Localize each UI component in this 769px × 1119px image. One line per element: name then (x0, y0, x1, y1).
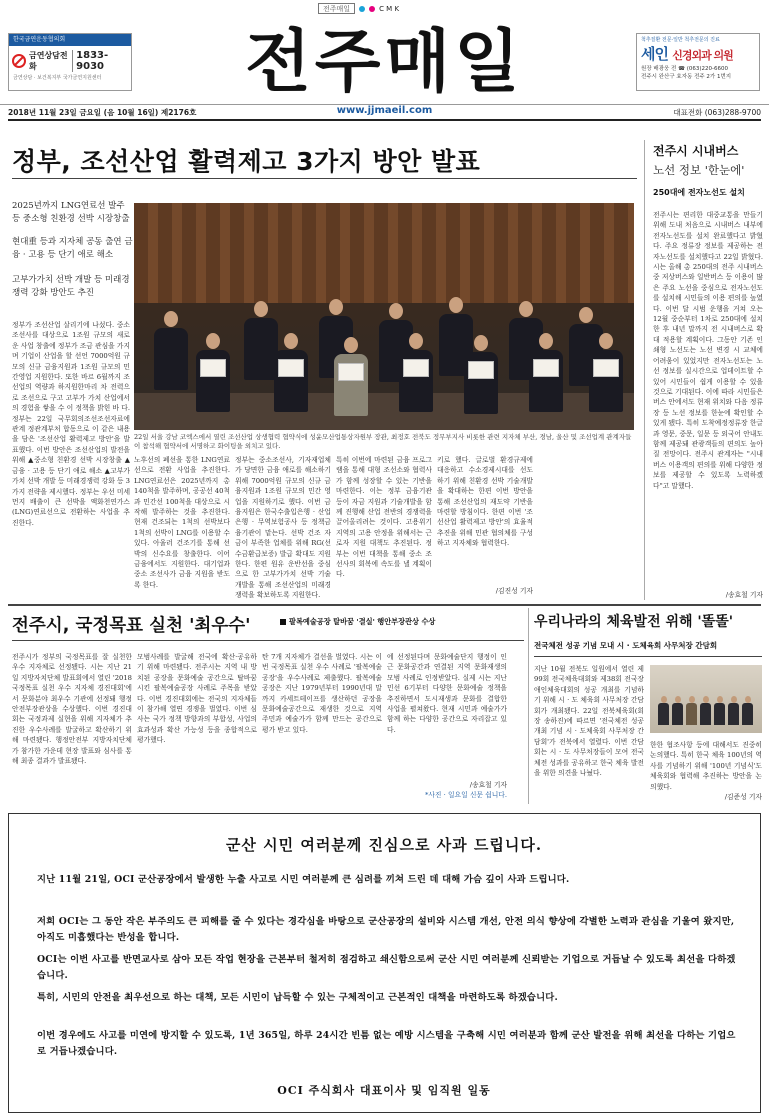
story2-headline[interactable]: 전주시, 국정목표 실천 '최우수' (12, 616, 251, 636)
ad-clinic-top: 척추질환 전문·일반 척추전문의 진료 (641, 37, 720, 43)
ad-org: 한국금연운동협의회 (9, 34, 131, 46)
divider (534, 656, 762, 657)
story3-col-1: 지난 10월 전북도 일원에서 열린 제99회 전국체육대회와 제38회 전국장애인체육대회의 성공 개최를 기념하기 위해 시 · 도 체육회 사무처장 간담회가 개최됐다. 22일 전북체육회(회장 송하진)에 따르면 '전국체전 성공개최 기념 시 · 도체육회 사무처장 간담회'가 전북에서 열렸다. 이번 간담회는 시 · 도 사무처장들이 모여 전국체전 성과를 공유하고 한국 체육 발전을 위한 의견을 나눴다. (534, 665, 644, 778)
lead-byline: /김진성 기자 (495, 587, 533, 595)
side-sub: 250대에 전자노선도 설치 (653, 188, 745, 197)
print-registration-mark (318, 2, 450, 15)
photo-caption: 22일 서울 강남 코엑스에서 열린 조선산업 상생협력 협약식에 성윤모산업통상자원부 장관, 최정호 전북도 정무부지사 비롯한 관련 지자체 부산, 경남, 울산 및 조선업계 관계자들이 참석해 협약서에 서명하고 화이팅을 외치고 있다. (134, 433, 632, 450)
lead-body-col-2: 노후선의 폐선을 통한 LNG연료선으로 전환 사업을 추진한다. LNG연료선은 2025년까지 총 140척을 발주하며, 공공선 40척과 민간선 100척을 대상으로 시작해 발주하는 것을 추진한다. 현재 건조되는 1척의 선박보다 1척의 선박이 LNG를 이용할 수 있다. 아울러 건조기를 통해 선박의 신수요를 창출한다. 이어 금융에서도 지원한다. 대기업과 중소 조선사가 금융 지원을 받도록 한다. (134, 456, 230, 589)
square-bullet-icon (280, 619, 286, 625)
story2-note: *사진 · 일요일 신문 쉽니다. (424, 791, 507, 799)
section-rule (8, 604, 761, 606)
ad-note: 금연상담 · 보건복지부 국가금연지원센터 (13, 75, 102, 81)
column-rule (644, 140, 645, 600)
ad-name: 금연상담전화 (29, 51, 68, 71)
story2-byline: /송효철 기자 (469, 781, 507, 789)
issue-date: 2018년 11월 23일 금요일 (음 10월 16일) 제2176호 (8, 108, 197, 117)
ad-phone: 1833-9030 (72, 50, 128, 72)
ad-clinic-address: 전주시 완산구 효자동 전주 2가 1번지 (641, 74, 732, 80)
lead-sub-2: 현대重 등과 지자체 공동 출연 금융 · 고용 등 단기 애로 해소 (12, 237, 133, 260)
story2-col-3: 탄 7개 지자체가 결선을 벌였다. 시는 이번 국정목표 실천 우수 사례로 '팔복예술공장'을 우수사례로 제출했다. 팔복예술공장은 지난 1979년부터 1990년대 말까지 카세트테이프를 생산하던 공장을 문화예술공간으로 재생한 것으로 지역 주민과 예술가가 함께 만드는 공간으로 평가 받고 있다. (262, 653, 382, 734)
story3-sub: 전국체전 성공 기념 모내 시 · 도체육회 사무처장 간담회 (534, 641, 718, 650)
story3-byline: /김준성 기자 (724, 793, 762, 801)
website-link[interactable]: www.jjmaeil.com (336, 105, 433, 116)
side-byline: /송효철 기자 (725, 591, 763, 599)
side-headline[interactable]: 노선 정보 '한눈에' (653, 163, 745, 177)
side-kicker[interactable]: 전주시 시내버스 (653, 144, 739, 158)
apology-paragraph-3: OCI는 이번 사고를 반면교사로 삼아 모든 작업 현장을 근본부터 철저히 점검하고 쇄신함으로써 군산 시민 여러분께 신뢰받는 기업으로 거듭날 수 있도록 최선을 다하겠습니다. (37, 954, 736, 981)
color-dot-icon (359, 6, 365, 12)
story2-col-4: 에 선정된다며 문화예술단지 행정이 인근 문화공간과 연결된 지역 문화재생의 모범 사례로 인정받았다. 실제 시는 지난 민선 6기부터 다양한 문화예술 정책을 추진하면서 도시재생과 문화를 결합한 사업을 펼쳐왔다. 현재 시민과 예술가가 함께 하는 다양한 공간으로 자리잡고 있다. (387, 653, 507, 734)
registration-label: 전주매일 (318, 3, 355, 14)
apology-paragraph-4: 특히, 시민의 안전을 최우선으로 하는 대책, 모든 시민이 납득할 수 있는 구체적이고 근본적인 대책을 마련하도록 하겠습니다. (37, 992, 558, 1003)
lead-body-col-4: 특히 이번에 마련된 금융 프로그램을 통해 대형 조선소와 협력사가 함께 성장할 수 있는 기반을 마련한다. 이는 정부 금융기관 등이 자금 지원과 기술개발을 함께 진행해 산업 전반의 경쟁력을 끌어올리려는 것이다. 고용위기 지역의 고용 안정을 위해서는 근로자 지원 대책도 추진된다. 정부는 이번 대책을 통해 중소 조선사의 회복에 속도를 낼 계획이다. (336, 456, 432, 579)
story2-col-1: 전주시가 정부의 국정목표를 잘 실천한 우수 지자체로 선정됐다. 시는 지난 21일 지방자치단체 발표회에서 열린 '2018 국정목표 실천 우수 지자체 경진대회'에서 문화분야 최우수 기관에 선정돼 행정안전부장관상을 수상했다. 이번 경진대회는 국정과제 실현을 위해 지자체가 추진한 우수사례를 발굴하고 확산하기 위해 마련됐다. 행정안전부 지방자치단체가 참가한 가운데 현장 발표와 심사를 통해 최종 결과가 발표됐다. (12, 653, 132, 766)
registration-marks: C M K (379, 4, 400, 13)
color-dot-icon (369, 6, 375, 12)
apology-paragraph-2: 저희 OCI는 그 동안 작은 부주의도 큰 피해를 줄 수 있다는 경각심을 바탕으로 군산공장의 설비와 시스템 개선, 안전 의식 향상에 각별한 노력과 관심을 기울여 왔지만, 아직도 미흡했다는 반성을 합니다. (37, 916, 735, 943)
apology-signature: OCI 주식회사 대표이사 및 임직원 일동 (277, 1084, 491, 1097)
side-body: 전주시는 편리한 대중교통을 만들기 위해 도내 처음으로 시내버스 내부에 전자노선도를 설치 완료했다고 밝혔다. 주요 정류장 정보를 제공하는 전자노선도를 설치했다고 22일 밝혔다. 시는 올해 총 250대의 전주 시내버스 중 저상버스와 일반버스 등 이용이 많은 주요 노선을 중심으로 전자노선도를 설치해 시민들의 이용 편의를 높였다. 이번 달 시범 운행을 거쳐 오는 12월 중순부터 1차로 250대에 설치한 후 내년 말까지 전 시내버스로 확대 적용할 계획이다. 그동안 기존 인쇄형 노선도는 노선 변경 시 교체에 어려움이 있었지만 전자노선도는 노선 정보를 실시간으로 업데이트할 수 있어 시민들이 쉽게 이용할 수 있을 것으로 기대된다. 이에 따라 시민들은 버스 안에서도 현재 위치와 다음 정류장 등 노선 정보를 한눈에 확인할 수 있게 됐다. 특히 도착예정정류장 한글과 영문, 중문, 일문 등 외국어 안내도 함께 제공돼 관광객들의 편의도 높아질 전망이다. 전주시 관계자는 "시내버스 이용객의 편의를 위해 다양한 정보를 제공할 수 있도록 노력하겠다"고 말했다. (653, 211, 763, 490)
ad-clinic-phone: 원장 배광웅 전 ☎ (063)220-6600 (641, 66, 728, 72)
masthead[interactable]: 전주매일 (245, 23, 524, 102)
lead-sub-1: 2025년까지 LNG연료선 발주 등 중소형 친환경 선박 시장창출 (12, 201, 130, 224)
story3-headline[interactable]: 우리나라의 체육발전 위해 '똘똘' (534, 614, 734, 630)
masthead-rule (8, 119, 761, 121)
ad-clinic-name: 세인 신경외과 의원 (641, 45, 733, 63)
divider (12, 640, 524, 641)
lead-body-col-1: 정부가 조선산업 살리기에 나섰다. 중소조선사를 대상으로 1조원 규모의 새로운 사업 창출에 정부가 조금 관심을 가지며 기업이 산업을 할 선언 7000억원 규모의 신규 금융지원과 1조원 규모의 민간영업 지원한다. 또한 바르 6월까지 조선업의 역량과 하지원한마리 차 전력으로 조선으로 구고 고부가 가치 산업에서의 경험을 쌓을 수 이 정책을 밝힌 바 다. 정부는 22일 국무회의조선조선자료에 관계 정관계부처 합동으로 이 같은 내용을 담은 '조선산업 활력제고 방안'을 발표했다. 이번 방안은 조선산업의 발전을 위해 ▲중소형 친환경 선박 시장창출 ▲금융 · 고용 등 단기 애로 해소 ▲고부가가치 선박 개발 등 미래경쟁력 강화 등 3가지 전략을 제시했다. 정부는 우선 미세먼지 배출이 큰 선박을 액화천연가스(LNG)연료선으로 전환하는 사업을 추진한다. (12, 321, 131, 527)
apology-paragraph-5: 이번 경우에도 사고를 미연에 방지할 수 있도록, 1년 365일, 하루 24시간 빈틈 없는 예방 시스템을 구축해 시민 여러분과 함께 군산 발전을 위해 최선을 다하는 기업으로 거듭나겠습니다. (37, 1030, 736, 1057)
lead-body-col-5: 키로 했다. 글로벌 환경규제에 대응하고 수소경제시대를 선도하기 위해 친환경 선박 기술개발을 확대하는 한편 이번 방안을 통해 조선산업의 재도약 기반을 마련할 방침이다. 한편 이번 '조선산업 활력제고 방안'의 효율적 추진을 위해 민관 협의체를 구성하고 지자체와 협력한다. (437, 456, 533, 548)
story2-col-2: 모범사례를 발굴해 전국에 확산·공유하기 위해 마련됐다. 전주시는 지역 내 방치된 공장을 문화예술 공간으로 탈바꿈시킨 팔복예술공장 사례로 주목을 받았다. 이번 경진대회에는 전국의 지자체들이 참가해 열띤 경쟁을 벌였다. 이번 심사는 국가 정책 방향과의 부합성, 사업의 효과성과 확산 가능성 등을 종합적으로 평가했다. (137, 653, 257, 745)
lead-headline[interactable]: 정부, 조선산업 활력제고 3가지 방안 발표 (12, 147, 481, 176)
lead-sub-3: 고부가가치 선박 개발 등 미래경쟁력 강화 방안도 추진 (12, 275, 130, 298)
ad-clinic[interactable] (636, 33, 760, 91)
story2-sub: 팔복예술공장 탈바꿈 '결실' 행안부장관상 수상 (280, 617, 530, 627)
apology-title: 군산 시민 여러분께 진심으로 사과 드립니다. (225, 836, 543, 854)
lead-photo (134, 203, 634, 430)
column-rule (528, 608, 529, 804)
apology-paragraph-1: 지난 11월 21일, OCI 군산공장에서 발생한 누출 사고로 시민 여러분께 큰 심려를 끼쳐 드린 데 대해 가슴 깊이 사과 드립니다. (37, 874, 570, 885)
divider (12, 178, 637, 179)
story3-col-2: 한한 협조사항 등에 대해서도 진중히 논의했다. 특히 한국 체육 100년의 역사를 기념하기 위해 '100년 기념식'도 체육회와 협력해 추진하는 방안을 논의했다. (650, 741, 762, 791)
apology-ad[interactable] (8, 813, 761, 1113)
lead-body-col-3: 정부는 중소조선사, 기자재업체가 당면한 금융 애로를 해소하기 위해 7000억원 규모의 신규 금융지원과 1조원 규모의 민간 영업을 지원하기로 했다. 이번 금융지원은 한국수출입은행 · 산업은행 · 무역보험공사 등 정책금융기관이 맡는다. 선박 건조 자금이 부족한 업체를 위해 RG(선수금환급보증) 발급 확대도 지원한다. 한편 원유 운반선을 중심으로 한 고부가가치 선박 기술 개발을 통해 조선산업의 미래경쟁력을 확보하도록 지원한다. (235, 456, 331, 600)
story3-photo (650, 665, 762, 733)
dateline (0, 104, 769, 118)
main-phone: 대표전화 (063)288-9700 (673, 108, 761, 117)
